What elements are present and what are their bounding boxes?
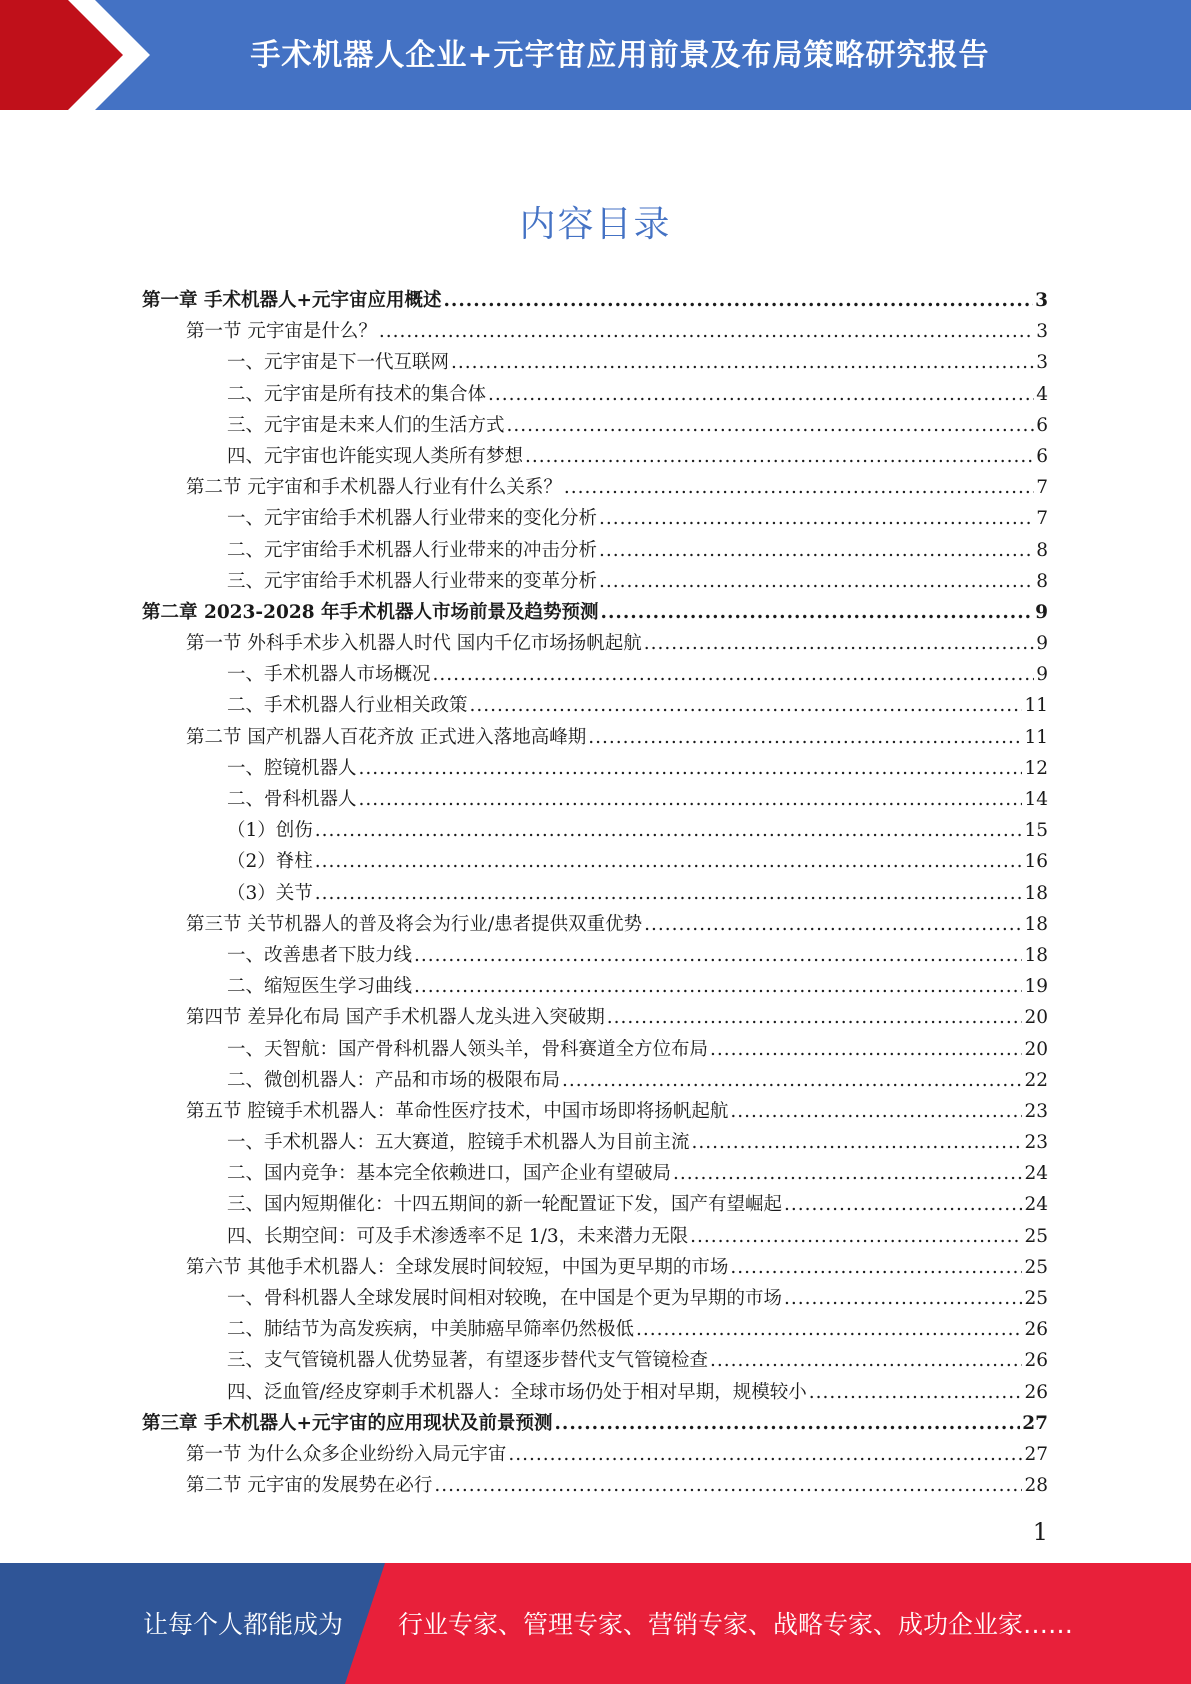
toc-entry[interactable] [142,722,1048,753]
toc-entry-page: 11 [1024,726,1048,748]
toc-entry[interactable] [142,535,1048,566]
toc-entry-title: （1）创伤 [227,820,313,842]
toc-entry-title: 二、微创机器人：产品和市场的极限布局 [227,1069,561,1091]
toc-entry[interactable] [142,659,1048,690]
toc-leader-dots [601,597,1034,628]
toc-entry-page: 16 [1024,851,1048,873]
toc-entry-title: 第一章 手术机器人+元宇宙应用概述 [142,290,442,311]
toc-entry-title: 第二章 2023-2028 年手术机器人市场前景及趋势预测 [142,601,599,623]
toc-entry-title: 第二节 元宇宙和手术机器人行业有什么关系？ [186,477,562,499]
toc-entry[interactable] [142,753,1048,784]
toc-entry-page: 4 [1036,383,1048,405]
toc-entry[interactable] [142,566,1048,597]
toc-leader-dots [315,878,1023,909]
toc-leader-dots [359,784,1023,815]
toc-entry[interactable] [142,815,1048,846]
toc-entry[interactable] [142,503,1048,534]
toc-entry-page: 6 [1036,414,1048,436]
toc-entry-title: 四、长期空间：可及手术渗透率不足 1/3，未来潜力无限 [227,1225,689,1247]
toc-leader-dots [730,1252,1022,1283]
toc-entry-page: 14 [1024,789,1048,810]
toc-leader-dots [414,971,1022,1002]
report-title: 手术机器人企业+元宇宙应用前景及布局策略研究报告 [250,38,990,73]
toc-entry-title: 二、肺结节为高发疾病，中美肺癌早筛率仍然极低 [227,1319,635,1341]
toc-leader-dots [644,909,1022,940]
toc-entry[interactable] [142,846,1048,877]
toc-entry-page: 23 [1024,1100,1048,1122]
toc-leader-dots [508,1439,1022,1470]
toc-entry[interactable] [142,1470,1048,1501]
footer-slogan-left: 让每个人都能成为 [143,1610,344,1639]
toc-entry-title: 第一节 为什么众多企业纷纷入局元宇宙 [186,1443,507,1465]
toc-leader-dots [315,815,1023,846]
toc-entry-page: 8 [1036,570,1048,592]
toc-entry-title: 第二节 元宇宙的发展势在必行 [186,1475,433,1497]
toc-entry-page: 12 [1024,757,1048,779]
toc-entry-title: 三、支气管镜机器人优势显著，有望逐步替代支气管镜检查 [227,1350,709,1372]
toc-entry[interactable] [142,909,1048,940]
toc-leader-dots [562,1065,1022,1096]
toc-leader-dots [710,1345,1022,1376]
toc-entry[interactable] [142,1034,1048,1065]
toc-entry-page: 18 [1024,882,1048,904]
toc-entry-page: 9 [1036,664,1048,686]
toc-entry[interactable] [142,1158,1048,1189]
footer-slogan-right: 行业专家、管理专家、营销专家、战略专家、成功企业家…… [398,1610,1074,1639]
toc-entry-page: 6 [1036,445,1048,467]
toc-entry[interactable] [142,1283,1048,1314]
toc-entry[interactable] [142,1345,1048,1376]
toc-leader-dots [451,347,1034,378]
toc-entry-title: 一、天智航：国产骨科机器人领头羊，骨科赛道全方位布局 [227,1038,709,1060]
toc-leader-dots [433,659,1035,690]
toc-leader-dots [554,1408,1020,1439]
toc-entry-title: 四、元宇宙也许能实现人类所有梦想 [227,445,524,467]
toc-leader-dots [690,1221,1022,1252]
toc-leader-dots [359,753,1023,784]
toc-entry-page: 25 [1024,1288,1048,1309]
toc-entry-page: 7 [1036,477,1048,499]
toc-leader-dots [488,379,1034,410]
toc-entry[interactable] [142,1221,1048,1252]
page-number: 1 [1032,1518,1048,1546]
toc-leader-dots [784,1189,1022,1220]
toc-entry-title: 一、骨科机器人全球发展时间相对较晚，在中国是个更为早期的市场 [227,1288,783,1309]
toc-leader-dots [692,1127,1023,1158]
toc-entry-title: 第一节 元宇宙是什么？ [186,321,377,343]
toc-entry[interactable] [142,784,1048,815]
toc-entry-page: 27 [1022,1412,1048,1434]
toc-entry[interactable] [142,940,1048,971]
toc-entry-title: 一、手术机器人：五大赛道，腔镜手术机器人为目前主流 [227,1132,690,1154]
toc-entry-page: 8 [1036,539,1048,561]
toc-entry[interactable] [142,1408,1048,1439]
toc-entry-page: 15 [1024,820,1048,842]
toc-entry[interactable] [142,690,1048,721]
toc-leader-dots [599,503,1034,534]
toc-entry-page: 20 [1024,1038,1048,1060]
footer-banner [0,1563,1191,1684]
toc-entry-title: 一、手术机器人市场概况 [227,664,431,686]
toc-entry-title: 四、泛血管/经皮穿刺手术机器人：全球市场仍处于相对早期，规模较小 [227,1381,807,1403]
toc-entry[interactable] [142,1252,1048,1283]
toc-entry[interactable] [142,285,1048,316]
toc-leader-dots [507,410,1035,441]
toc-entry[interactable] [142,441,1048,472]
toc-entry-title: 三、元宇宙给手术机器人行业带来的变革分析 [227,570,598,592]
toc-entry-title: 第四节 差异化布局 国产手术机器人龙头进入突破期 [186,1007,605,1029]
toc-entry[interactable] [142,410,1048,441]
toc-leader-dots [434,1470,1022,1501]
toc-entry-page: 9 [1035,601,1048,623]
toc-entry-title: 二、元宇宙给手术机器人行业带来的冲击分析 [227,539,598,561]
toc-leader-dots [470,690,1023,721]
toc-entry-page: 24 [1024,1163,1048,1185]
toc-entry[interactable] [142,628,1048,659]
toc-leader-dots [710,1034,1022,1065]
toc-entry[interactable] [142,1314,1048,1345]
toc-entry-title: 二、元宇宙是所有技术的集合体 [227,383,487,405]
toc-leader-dots [784,1283,1022,1314]
toc-entry-page: 25 [1024,1225,1048,1247]
toc-entry-page: 11 [1024,695,1048,717]
toc-leader-dots [443,285,1033,316]
toc-entry-title: 第二节 国产机器人百花齐放 正式进入落地高峰期 [186,726,587,748]
toc-entry-page: 19 [1024,976,1048,998]
toc-entry-title: 二、缩短医生学习曲线 [227,976,413,998]
toc-entry-title: 二、骨科机器人 [227,789,357,810]
toc-leader-dots [599,535,1034,566]
toc-entry-page: 26 [1024,1381,1048,1403]
toc-leader-dots [525,441,1034,472]
toc-entry-title: 一、腔镜机器人 [227,757,357,779]
toc-entry[interactable] [142,1127,1048,1158]
toc-entry-title: （2）脊柱 [227,851,313,873]
toc-entry-title: 三、元宇宙是未来人们的生活方式 [227,414,505,436]
toc-entry-page: 3 [1035,290,1048,311]
header-banner [0,0,1191,110]
toc-leader-dots [673,1158,1022,1189]
toc-entry[interactable] [142,347,1048,378]
toc-entry-page: 28 [1024,1475,1048,1497]
toc-leader-dots [809,1377,1023,1408]
toc-heading: 内容目录 [519,204,672,245]
toc-leader-dots [599,566,1034,597]
toc-entry[interactable] [142,472,1048,503]
toc-leader-dots [414,940,1022,971]
toc-entry[interactable] [142,1002,1048,1033]
toc-entry-title: 三、国内短期催化：十四五期间的新一轮配置证下发，国产有望崛起 [227,1194,783,1216]
toc-entry-title: 第五节 腔镜手术机器人：革命性医疗技术，中国市场即将扬帆起航 [186,1100,729,1122]
toc-leader-dots [588,722,1022,753]
toc-entry-title: 一、改善患者下肢力线 [227,944,413,966]
toc-entry[interactable] [142,1439,1048,1470]
toc-entry-page: 7 [1036,508,1048,530]
toc-entry-page: 9 [1036,633,1048,655]
toc-entry-page: 23 [1024,1132,1048,1154]
toc-entry[interactable] [142,316,1048,347]
toc-leader-dots [379,316,1034,347]
toc-entry[interactable] [142,1065,1048,1096]
toc-entry-page: 18 [1024,913,1048,935]
toc-entry[interactable] [142,1377,1048,1408]
toc-entry-title: 第三节 关节机器人的普及将会为行业/患者提供双重优势 [186,913,643,935]
toc-entry[interactable] [142,878,1048,909]
toc-entry-page: 24 [1024,1194,1048,1216]
toc-entry[interactable] [142,971,1048,1002]
toc-entry[interactable] [142,1189,1048,1220]
toc-entry[interactable] [142,379,1048,410]
toc-leader-dots [607,1002,1023,1033]
toc-entry-title: 二、国内竞争：基本完全依赖进口，国产企业有望破局 [227,1163,672,1185]
toc-leader-dots [730,1096,1022,1127]
toc-leader-dots [644,628,1034,659]
toc-entry-title: 一、元宇宙是下一代互联网 [227,352,450,374]
toc-entry-page: 26 [1024,1319,1048,1341]
toc-leader-dots [315,846,1023,877]
toc-entry[interactable] [142,597,1048,628]
toc-leader-dots [636,1314,1022,1345]
chevron-arrow-icon [0,0,260,110]
toc-entry-page: 26 [1024,1350,1048,1372]
toc-entry-page: 25 [1024,1256,1048,1278]
toc-entry-page: 18 [1024,944,1048,966]
toc-entry-page: 3 [1036,321,1048,343]
toc-entry-page: 27 [1024,1443,1048,1465]
toc-entry[interactable] [142,1096,1048,1127]
toc-entry-title: 二、手术机器人行业相关政策 [227,695,468,717]
toc-entry-title: 第一节 外科手术步入机器人时代 国内千亿市场扬帆起航 [186,633,642,655]
toc-entry-page: 20 [1024,1007,1048,1029]
table-of-contents [142,285,1048,1501]
toc-entry-title: 第三章 手术机器人+元宇宙的应用现状及前景预测 [142,1412,553,1434]
toc-entry-title: 第六节 其他手术机器人：全球发展时间较短，中国为更早期的市场 [186,1256,729,1278]
toc-entry-page: 22 [1024,1069,1048,1091]
toc-entry-title: 一、元宇宙给手术机器人行业带来的变化分析 [227,508,598,530]
toc-leader-dots [564,472,1034,503]
toc-entry-title: （3）关节 [227,882,313,904]
toc-entry-page: 3 [1036,352,1048,374]
